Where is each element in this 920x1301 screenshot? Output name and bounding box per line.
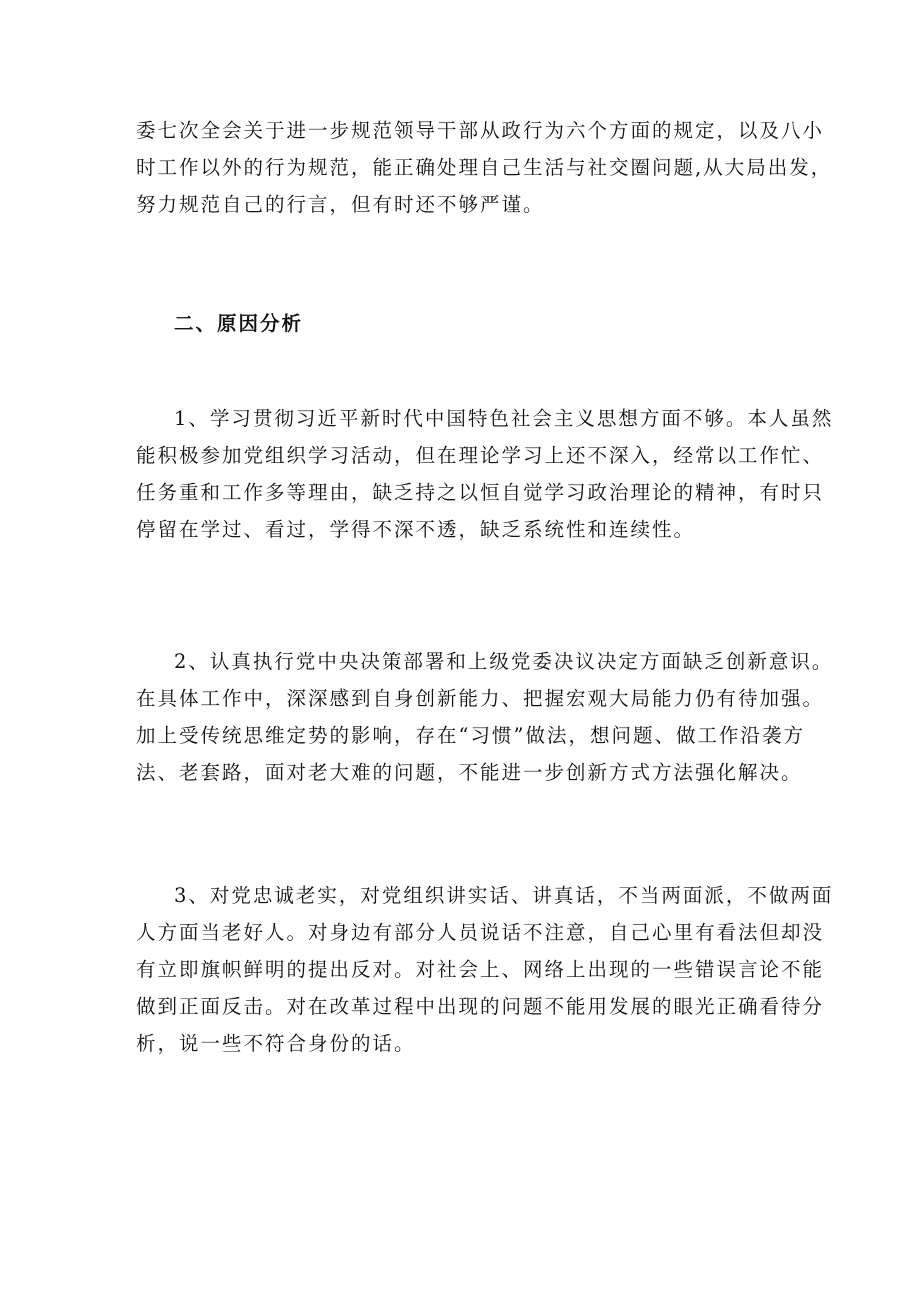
section-heading: 二、原因分析 <box>174 312 304 335</box>
paragraph-line: 析，说一些不符合身份的话。 <box>136 1032 416 1055</box>
paragraph-1 <box>136 400 834 548</box>
intro-paragraph <box>136 112 833 223</box>
paragraph-line: 能积极参加党组织学习活动，但在理论学习上还不深入，经常以工作忙、 <box>136 444 825 467</box>
paragraph-line: 努力规范自己的行言，但有时还不够严谨。 <box>136 193 545 216</box>
paragraph-line: 3、对党忠诚老实，对党组织讲实话、讲真话，不当两面派，不做两面 <box>174 884 834 907</box>
paragraph-line: 任务重和工作多等理由，缺乏持之以恒自觉学习政治理论的精神，有时只 <box>136 481 825 504</box>
paragraph-line: 委七次全会关于进一步规范领导干部从政行为六个方面的规定，以及八小 <box>136 119 825 142</box>
paragraph-3 <box>136 877 834 1062</box>
paragraph-line: 停留在学过、看过，学得不深不透，缺乏系统性和连续性。 <box>136 518 696 541</box>
paragraph-line: 1、学习贯彻习近平新时代中国特色社会主义思想方面不够。本人虽然 <box>174 407 834 430</box>
paragraph-line: 在具体工作中，深深感到自身创新能力、把握宏观大局能力仍有待加强。 <box>136 687 825 710</box>
paragraph-line: 法、老套路，面对老大难的问题，不能进一步创新方式方法强化解决。 <box>136 761 803 784</box>
paragraph-2 <box>136 643 834 791</box>
paragraph-line: 2、认真执行党中央决策部署和上级党委决议决定方面缺乏创新意识。 <box>174 650 834 673</box>
paragraph-line: 做到正面反击。对在改革过程中出现的问题不能用发展的眼光正确看待分 <box>136 995 825 1018</box>
paragraph-line: 有立即旗帜鲜明的提出反对。对社会上、网络上出现的一些错误言论不能 <box>136 958 825 981</box>
paragraph-line: 人方面当老好人。对身边有部分人员说话不注意，自己心里有看法但却没 <box>136 921 825 944</box>
paragraph-line: 加上受传统思维定势的影响，存在“习惯”做法，想问题、做工作沿袭方 <box>136 724 805 747</box>
paragraph-line: 时工作以外的行为规范，能正确处理自己生活与社交圈问题,从大局出发， <box>136 156 833 179</box>
